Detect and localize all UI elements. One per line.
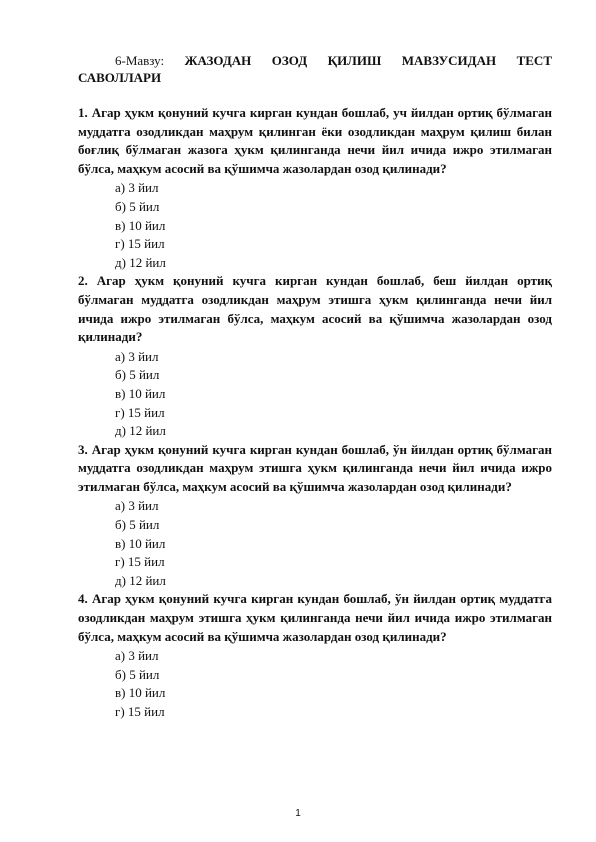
answer-option: в) 10 йил	[115, 217, 166, 233]
answer-option: д) 12 йил	[115, 572, 166, 588]
answer-option: г) 15 йил	[115, 404, 165, 420]
answer-option: г) 15 йил	[115, 704, 165, 719]
question-4	[78, 590, 552, 721]
question-3	[78, 441, 552, 591]
answer-option: б) 5 йил	[115, 367, 160, 383]
answer-options	[78, 348, 552, 441]
answer-option: в) 10 йил	[115, 385, 166, 401]
question-text: 4. Агар ҳукм қонуний кучга кирган кундан бошлаб, ўн йилдан ортиқ муддатга озодликдан маҳрум этишга ҳукм қилинганда нечи йил ичида ижро этилмаган бўлса, маҳкум асосий ва қўшимча жазолардан озод қилинади?	[78, 591, 552, 644]
answer-option: д) 12 йил	[115, 423, 166, 439]
answer-option: а) 3 йил	[115, 498, 159, 514]
topic-label: 6-Мавзу:	[115, 53, 185, 68]
topic-title: ЖАЗОДАН ОЗОД ҚИЛИШ МАВЗУСИДАН ТЕСТ САВОЛЛАРИ	[78, 53, 552, 85]
answer-option: д) 12 йил	[115, 254, 166, 270]
answer-options	[78, 179, 552, 272]
answer-option: в) 10 йил	[115, 685, 166, 701]
answer-options	[78, 647, 552, 721]
question-text: 1. Агар ҳукм қонуний кучга кирган кундан бошлаб, уч йилдан ортиқ бўлмаган муддатга озодликдан маҳрум қилинган ёки озодликдан маҳрум қилиш билан боғлиқ бўлмаган жазога ҳукм қилинганда нечи йил ичида ижро этилмаган бўлса, маҳкум асосий ва қўшимча жазолардан озод қилинади?	[78, 105, 552, 176]
answer-option: а) 3 йил	[115, 648, 159, 664]
answer-option: в) 10 йил	[115, 535, 166, 551]
answer-option: б) 5 йил	[115, 517, 160, 533]
answer-option: б) 5 йил	[115, 666, 160, 682]
answer-option: б) 5 йил	[115, 198, 160, 214]
question-text: 2. Агар ҳукм қонуний кучга кирган кундан бошлаб, беш йилдан ортиқ бўлмаган муддатга озодликдан маҳрум этишга ҳукм қилинганда нечи йил ичида ижро этилмаган бўлса, маҳкум асосий ва қўшимча жазолардан озод қилинади?	[78, 273, 552, 345]
document-page	[78, 52, 552, 722]
topic-heading	[78, 52, 552, 86]
question-text: 3. Агар ҳукм қонуний кучга кирган кундан бошлаб, ўн йилдан ортиқ бўлмаган муддатга озодликдан маҳрум этишга ҳукм қилинганда нечи йил ичида ижро этилмаган бўлса, маҳкум асосий ва қўшимча жазолардан озод қилинади?	[78, 441, 552, 494]
answer-option: г) 15 йил	[115, 554, 165, 570]
page-number: 1	[295, 808, 301, 819]
answer-options	[78, 497, 552, 590]
answer-option: а) 3 йил	[115, 180, 159, 196]
question-1	[78, 104, 552, 272]
answer-option: г) 15 йил	[115, 236, 165, 252]
question-2	[78, 272, 552, 440]
answer-option: а) 3 йил	[115, 348, 159, 364]
